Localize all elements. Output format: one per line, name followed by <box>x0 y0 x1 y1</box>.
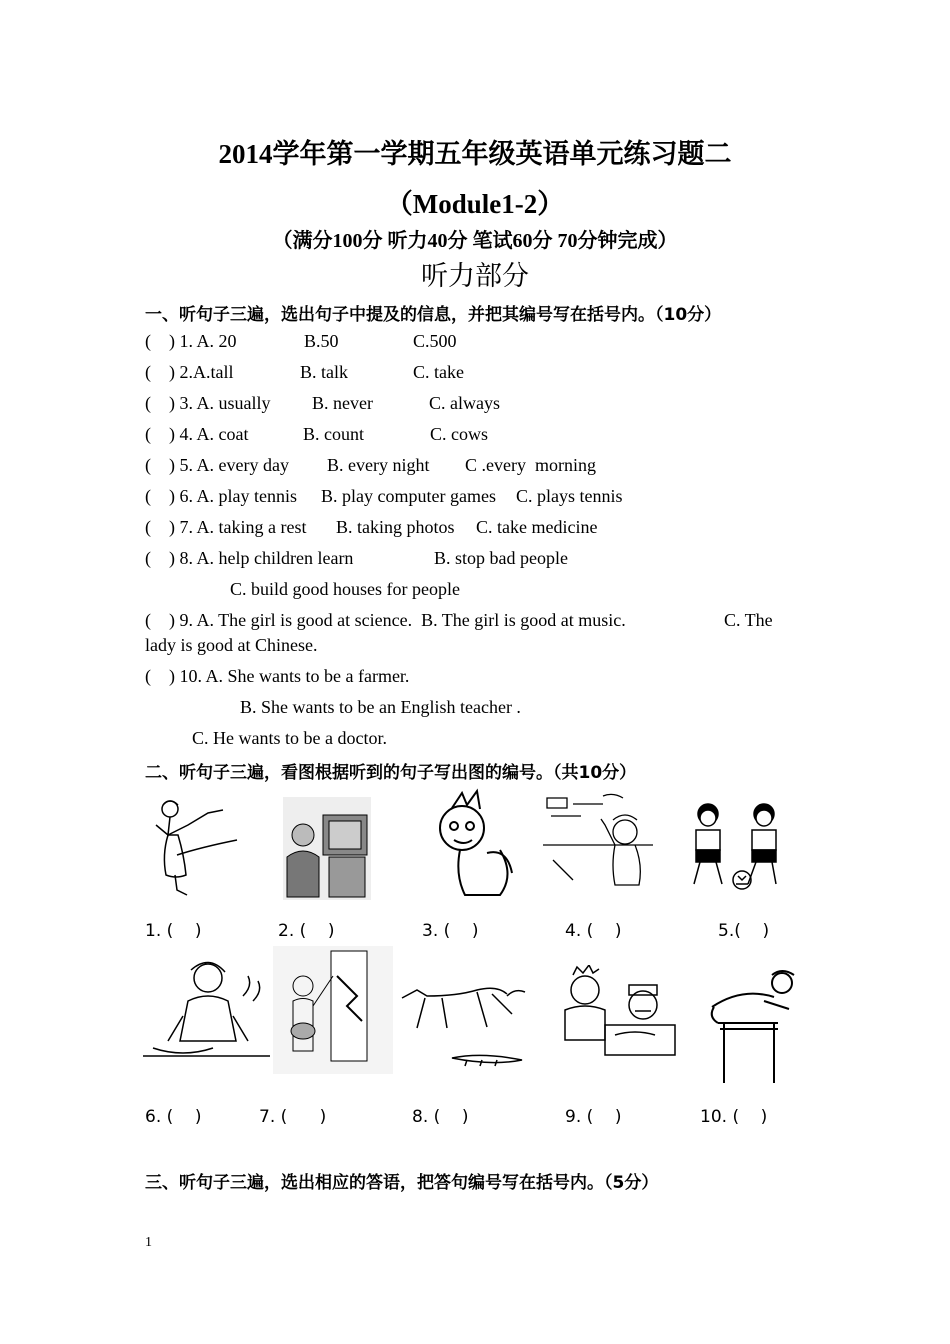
q8-option-b: B. stop bad people <box>434 548 568 568</box>
q8-stem: ( ) 8. A. help children learn <box>145 548 354 568</box>
horse-and-crocodile-picture <box>397 978 537 1074</box>
page-number: 1 <box>145 1235 152 1250</box>
q6-stem: ( ) 6. A. play tennis <box>145 486 297 506</box>
page-title: 2014学年第一学期五年级英语单元练习题二 <box>218 139 732 169</box>
q10-stem: ( ) 10. A. She wants to be a farmer. <box>145 666 410 686</box>
q6-option-c: C. plays tennis <box>516 486 623 506</box>
q7-option-b: B. taking photos <box>336 517 455 537</box>
q3-option-b: B. never <box>312 393 373 413</box>
q2-stem: ( ) 2.A.tall <box>145 362 234 382</box>
q7-stem: ( ) 7. A. taking a rest <box>145 517 307 537</box>
q2-option-b: B. talk <box>300 362 348 382</box>
boy-watching-tv-picture <box>283 797 371 900</box>
doctor-with-patient-picture <box>555 965 687 1073</box>
q4-option-c: C. cows <box>430 424 488 444</box>
q9-stem: ( ) 9. A. The girl is good at science. B. The girl is good at music. <box>145 610 626 630</box>
pic-label-8: 8. ( ) <box>412 1107 469 1127</box>
q10-option-b: B. She wants to be an English teacher . <box>240 697 521 717</box>
pic-label-9: 9. ( ) <box>565 1107 622 1127</box>
section1-heading: 一、听句子三遍，选出句子中提及的信息，并把其编号写在括号内。（10分） <box>145 305 722 325</box>
q3-stem: ( ) 3. A. usually <box>145 393 271 413</box>
q1-stem: ( ) 1. A. 20 <box>145 331 237 351</box>
pic-label-6: 6. ( ) <box>145 1107 202 1127</box>
section2-heading: 二、听句子三遍，看图根据听到的句子写出图的编号。（共10分） <box>145 763 637 783</box>
pic-label-1: 1. ( ) <box>145 921 202 941</box>
part-title: 听力部分 <box>421 261 529 292</box>
boys-playing-football-picture <box>678 800 793 892</box>
pic-label-3: 3. ( ) <box>422 921 479 941</box>
q5-option-c: C .every morning <box>465 455 596 475</box>
q8-option-c: C. build good houses for people <box>230 579 460 599</box>
q1-option-b: B.50 <box>304 331 339 351</box>
q9-option-c-start: C. The <box>724 610 773 630</box>
score-info: （满分100分 听力40分 笔试60分 70分钟完成） <box>272 230 678 252</box>
q1-option-c: C.500 <box>413 331 457 351</box>
q2-option-c: C. take <box>413 362 464 382</box>
boy-painting-picture <box>273 946 393 1074</box>
woman-cooking-picture <box>143 956 270 1074</box>
pic-label-7: 7. ( ) <box>259 1107 327 1127</box>
q3-option-c: C. always <box>429 393 500 413</box>
q4-option-b: B. count <box>303 424 364 444</box>
pic-label-10: 10. ( ) <box>700 1107 768 1127</box>
teacher-at-blackboard-picture <box>543 790 653 890</box>
q5-stem: ( ) 5. A. every day <box>145 455 289 475</box>
module-subtitle: （Module1-2） <box>385 189 565 219</box>
pic-label-5: 5.( ) <box>718 921 770 941</box>
q5-option-b: B. every night <box>327 455 430 475</box>
q10-option-c: C. He wants to be a doctor. <box>192 728 387 748</box>
q9-option-c-end: lady is good at Chinese. <box>145 635 318 655</box>
dancing-girl-picture <box>145 795 250 900</box>
pic-label-4: 4. ( ) <box>565 921 622 941</box>
monkey-picture <box>432 788 522 900</box>
q7-option-c: C. take medicine <box>476 517 598 537</box>
section3-heading: 三、听句子三遍，选出相应的答语，把答句编号写在括号内。（5分） <box>145 1173 659 1193</box>
q6-option-b: B. play computer games <box>321 486 496 506</box>
q4-stem: ( ) 4. A. coat <box>145 424 249 444</box>
boy-jumping-hurdle-picture <box>704 967 804 1092</box>
pic-label-2: 2. ( ) <box>278 921 335 941</box>
